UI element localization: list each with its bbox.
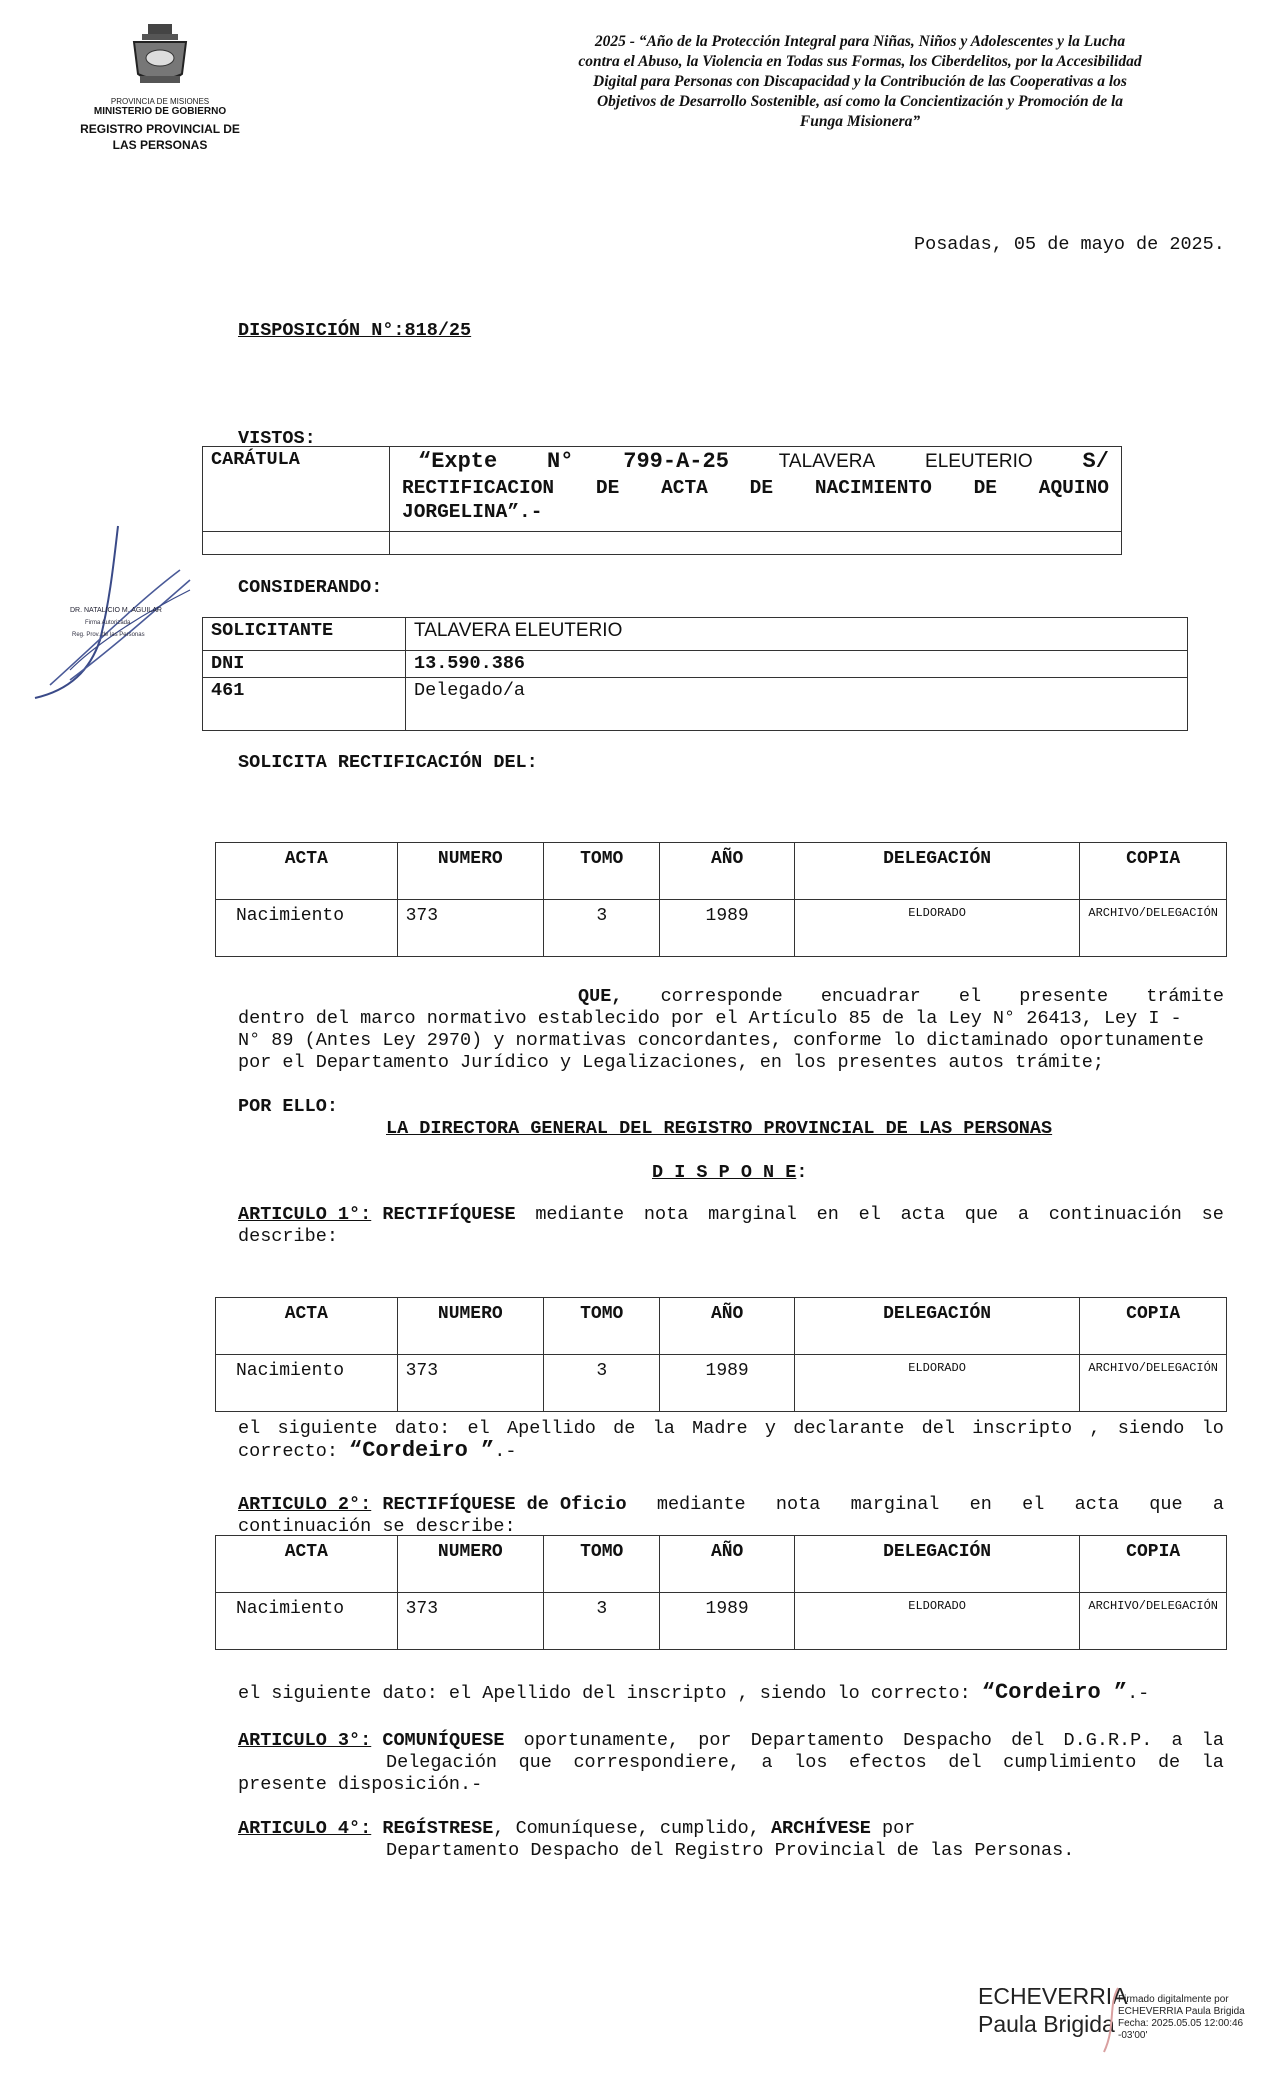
acta-table-request xyxy=(215,842,1227,957)
acta-table-art1 xyxy=(215,1297,1227,1412)
solicitante-table xyxy=(202,617,1188,731)
digital-signature: ECHEVERRIA Paula Brigida Firmado digitalmente por ECHEVERRIA Paula Brigida Fecha: 2025.05.05 12:00:46 -03'00' xyxy=(978,1982,1238,2062)
caratula-label: CARÁTULA xyxy=(203,447,390,532)
acta-table-header: ACTA NUMERO TOMO AÑO DELEGACIÓN COPIA xyxy=(216,843,1227,900)
solicitante-label: SOLICITANTE xyxy=(203,618,406,651)
caratula-value: “Expte N° 799-A-25 TALAVERA ELEUTERIO S/ RECTIFICACION DE ACTA DE NACIMIENTO DE AQUINO JORGELINA”.- xyxy=(390,447,1122,532)
directora-heading: LA DIRECTORA GENERAL DEL REGISTRO PROVINCIAL DE LAS PERSONAS xyxy=(386,1118,1053,1139)
province-label: PROVINCIA DE MISIONES xyxy=(110,97,210,106)
ministry-label: MINISTERIO DE GOBIERNO xyxy=(93,106,227,117)
acta-table-header: ACTA NUMERO TOMO AÑO DELEGACIÓN COPIA xyxy=(216,1536,1227,1593)
year-motto: 2025 - “Año de la Protección Integral para Niñas, Niños y Adolescentes y la Lucha contra el Abuso, la Violencia en Todas sus Formas, los Ciberdelitos, por la Accesibilidad Digital para Personas con Discapacidad y la Contribución de las Cooperativas a los Objetivos de Desarrollo Sostenible, así como la Concientización y Promoción de la Funga Misionera” xyxy=(578,33,1142,130)
considerando-heading: CONSIDERANDO: xyxy=(238,577,383,598)
articulo-2: ARTICULO 2°: RECTIFÍQUESE de Oficio mediante nota marginal en el acta que a continuación se describe: xyxy=(238,1494,1224,1537)
acta-table-header: ACTA NUMERO TOMO AÑO DELEGACIÓN COPIA xyxy=(216,1298,1227,1355)
registry-label: REGISTRO PROVINCIAL DE LAS PERSONAS xyxy=(80,122,240,152)
que-paragraph: QUE, corresponde encuadrar el presente trámite dentro del marco normativo establecido por el Artículo 85 de la Ley N° 26413, Ley I - N° 89 (Antes Ley 2970) y normativas concordantes, conforme lo dictaminado oportunamente por el Departamento Jurídico y Legalizaciones, en los presentes autos trámite; xyxy=(238,986,1224,1073)
institution-logo-block xyxy=(60,22,260,153)
solicita-heading: SOLICITA RECTIFICACIÓN DEL: xyxy=(238,752,538,773)
caratula-table xyxy=(202,446,1122,555)
articulo-4: ARTICULO 4°: REGÍSTRESE, Comuníquese, cumplido, ARCHÍVESE por Departamento Despacho del Registro Provincial de las Personas. xyxy=(238,1818,1075,1861)
delegation-role: Delegado/a xyxy=(406,678,1188,731)
dni-value: 13.590.386 xyxy=(406,651,1188,678)
svg-text:DR. NATALICIO M. AGUILAR: DR. NATALICIO M. AGUILAR xyxy=(70,607,162,614)
svg-text:Reg. Prov. de las Personas: Reg. Prov. de las Personas xyxy=(72,632,145,638)
articulo-1: ARTICULO 1°: RECTIFÍQUESE mediante nota marginal en el acta que a continuación se describe: xyxy=(238,1204,1224,1247)
delegation-code: 461 xyxy=(203,678,406,731)
acta-table-art2 xyxy=(215,1535,1227,1650)
articulo-1-detail: el siguiente dato: el Apellido de la Madre y declarante del inscripto , siendo lo correcto: “Cordeiro ”.- xyxy=(238,1418,1224,1463)
date-line: Posadas, 05 de mayo de 2025. xyxy=(914,234,1225,255)
dni-label: DNI xyxy=(203,651,406,678)
svg-text:Firma Autorizada: Firma Autorizada xyxy=(85,620,131,626)
provincial-crest-icon xyxy=(120,22,200,92)
por-ello: POR ELLO: xyxy=(238,1096,338,1117)
dispone-heading: D I S P O N E: xyxy=(652,1162,808,1183)
disposition-number: DISPOSICIÓN N°:818/25 xyxy=(238,320,472,341)
table-row: Nacimiento 373 3 1989 ELDORADO ARCHIVO/DELEGACIÓN xyxy=(216,900,1227,957)
table-row: Nacimiento 373 3 1989 ELDORADO ARCHIVO/DELEGACIÓN xyxy=(216,1355,1227,1412)
articulo-2-detail: el siguiente dato: el Apellido del inscripto , siendo lo correcto: “Cordeiro ”.- xyxy=(238,1680,1150,1705)
marginal-signature-stamp xyxy=(30,520,200,700)
table-row: Nacimiento 373 3 1989 ELDORADO ARCHIVO/DELEGACIÓN xyxy=(216,1593,1227,1650)
vistos-heading: VISTOS: xyxy=(238,428,316,449)
solicitante-value: TALAVERA ELEUTERIO xyxy=(406,618,1188,651)
articulo-3: ARTICULO 3°: COMUNÍQUESE oportunamente, por Departamento Despacho del D.G.R.P. a la Delegación que correspondiere, a los efectos del cumplimiento de la presente disposición.- xyxy=(238,1730,1224,1795)
